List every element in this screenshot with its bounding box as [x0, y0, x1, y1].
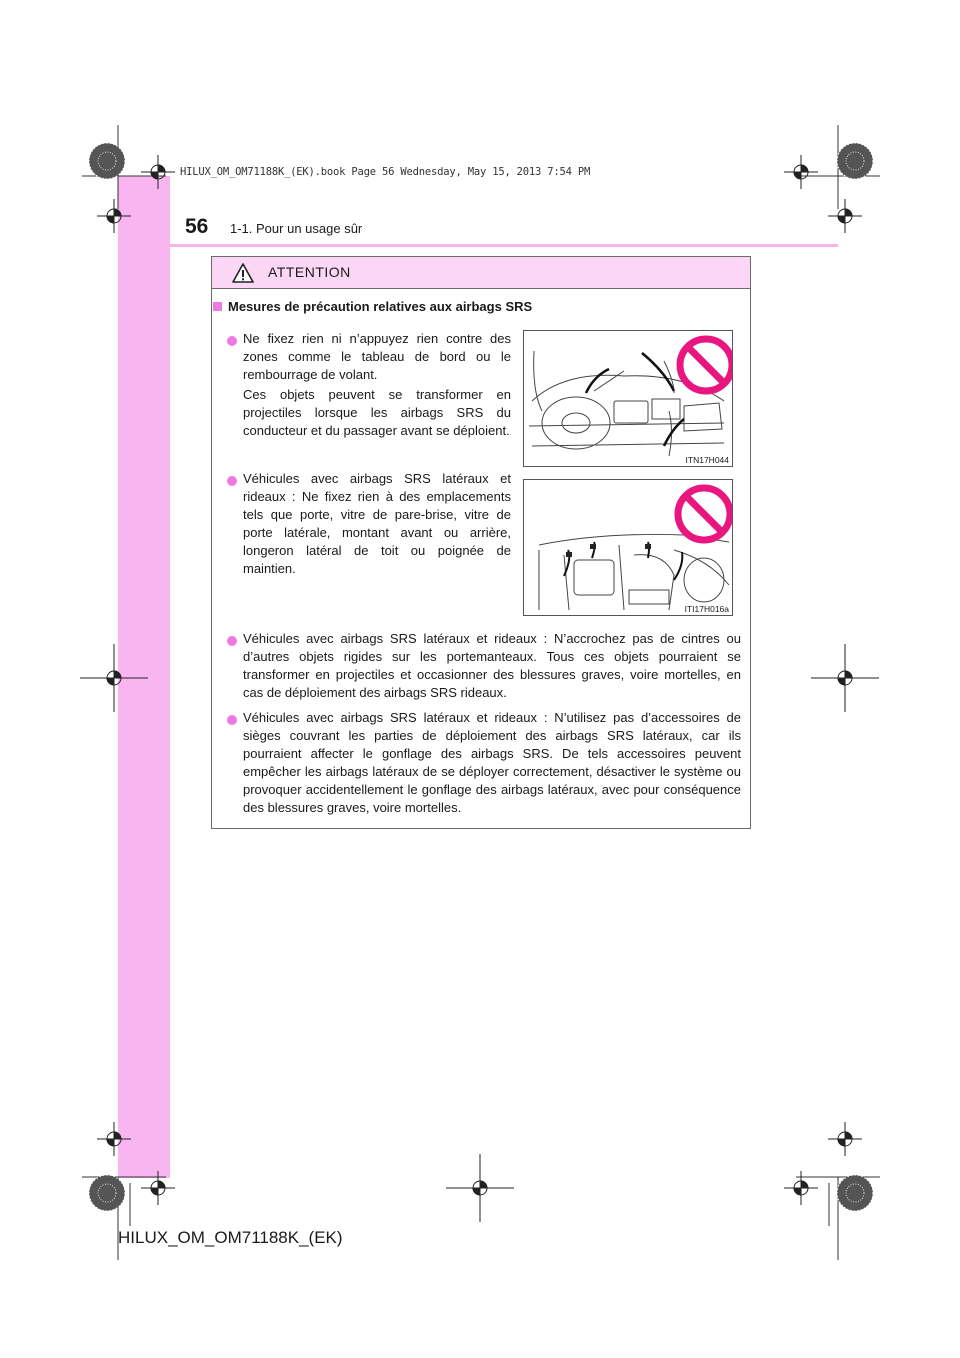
crosshair-icon [141, 155, 175, 189]
crosshair-icon [80, 644, 148, 712]
paragraph-5: Véhicules avec airbags SRS latéraux et rideaux : N’utilisez pas d’accessoires de sièges couvrant les parties de déploiement des airbags SRS latéraux, car ils pourraient affecter le gonflage des airbags SRS. De tels accessoires peuvent empêcher les airbags latéraux de se déployer correctement, désactiver le système ou provoquer accidentellement le gonflage des airbags latéraux, avec pour conséquence des blessures graves, voire mortelles. [243, 710, 741, 815]
crosshair-icon [97, 1122, 131, 1156]
heading-text: Mesures de précaution relatives aux airbags SRS [228, 299, 533, 314]
crosshair-icon [97, 199, 131, 233]
crosshair-icon [446, 1154, 514, 1222]
paragraph-4: Véhicules avec airbags SRS latéraux et rideaux : N’accrochez pas de cintres ou d’autres objets rigides sur les portemanteaux. Tous ces objets pourraient se transformer en projectiles et occasionner des blessures graves, voire mortelles, en cas de déploiement des airbags SRS rideaux. [243, 631, 741, 700]
starburst-icon [89, 143, 125, 179]
paragraph-3: Véhicules avec airbags SRS latéraux et rideaux : Ne fixez rien à des emplacements tels que porte, vitre de pare-brise, vitre de porte latérale, montant avant ou arrière, longeron latéral de toit ou poignée de maintien. [243, 471, 511, 576]
print-mark: HILUX_OM_OM71188K_(EK).book Page 56 Wednesday, May 15, 2013 7:54 PM [180, 166, 591, 178]
crosshair-icon [811, 644, 879, 712]
starburst-icon [837, 143, 873, 179]
figure-code: ITI17H016a [684, 604, 729, 614]
page-number: 56 [185, 215, 209, 238]
footer-model-code: HILUX_OM_OM71188K_(EK) [118, 1228, 343, 1247]
crosshair-icon [784, 155, 818, 189]
crosshair-icon [141, 1171, 175, 1205]
starburst-icon [837, 1175, 873, 1211]
paragraph-1: Ne fixez rien ni n’appuyez rien contre des zones comme le tableau de bord ou le rembourrage de volant. [243, 331, 511, 382]
attention-title: ATTENTION [268, 264, 351, 280]
figure-code: ITN17H044 [685, 455, 729, 465]
paragraph-2: Ces objets peuvent se transformer en projectiles lorsque les airbags SRS du conducteur et du passager avant se déploient. [243, 387, 511, 438]
crosshair-icon [828, 1122, 862, 1156]
crosshair-icon [784, 1171, 818, 1205]
starburst-icon [89, 1175, 125, 1211]
section-title: 1-1. Pour un usage sûr [230, 221, 363, 236]
crosshair-icon [828, 199, 862, 233]
